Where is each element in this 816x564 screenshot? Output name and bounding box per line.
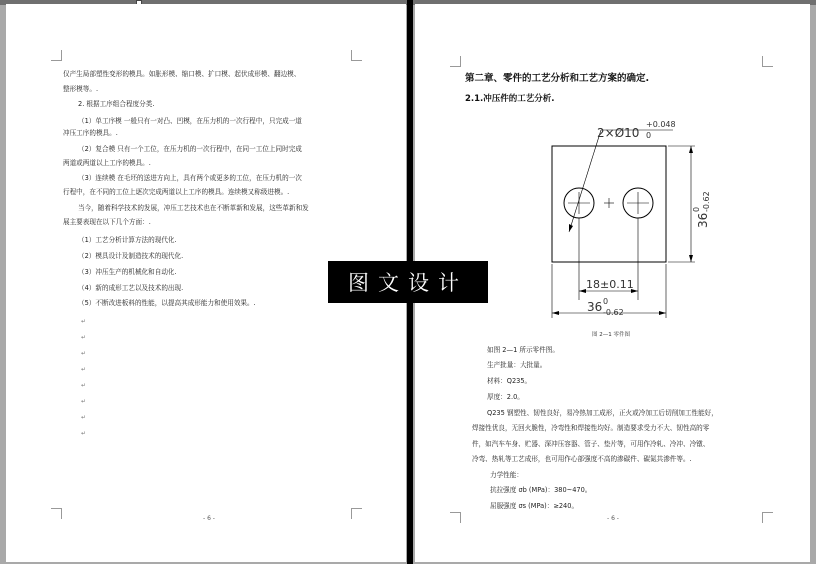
page-number: - 6 -	[607, 515, 619, 522]
figure-caption: 图 2—1 零件图	[592, 332, 630, 338]
margin-corner-bottom-left	[51, 508, 62, 519]
text-line: 屈服强度 σs (MPa)：≥240。	[490, 502, 579, 510]
text-line: 抗拉强度 σb (MPa)：380~470。	[490, 486, 592, 494]
text-line: 2. 根据工序组合程度分类.	[78, 100, 155, 108]
paragraph-mark: ↵	[81, 366, 87, 373]
margin-corner-bottom-right	[351, 508, 362, 519]
section-heading: 2.1.冲压件的工艺分析.	[465, 94, 555, 104]
center-distance-dimension: 18±0.11	[586, 278, 634, 291]
text-line: （2）模具设计及制造技术的现代化.	[78, 252, 184, 260]
height-tolerance-lower: -0.62	[702, 191, 711, 212]
chapter-heading: 第二章、零件的工艺分析和工艺方案的确定.	[465, 73, 650, 84]
text-line: （3）连续模 在毛坯的送进方向上，具有两个或更多的工位，在压力机的一次	[78, 174, 302, 182]
paragraph-mark: ↵	[81, 350, 87, 357]
text-line: （2）复合模 只有一个工位，在压力机的一次行程中，在同一工位上同时完成	[78, 145, 302, 153]
text-line: Q235 钢塑性、韧性良好，易冷热加工成形，正火或冷加工后切削加工性能好，	[487, 409, 718, 417]
margin-corner-bottom-right	[762, 512, 773, 523]
paragraph-mark: ↵	[81, 318, 87, 325]
paragraph-mark: ↵	[81, 334, 87, 341]
text-line: （1）单工序模 一般只有一对凸、凹模，在压力机的一次行程中，只完成一道	[78, 117, 302, 125]
text-line: （4）新的成形工艺以及技术的出现.	[78, 284, 184, 292]
hole-callout: 2×Ø10	[597, 126, 640, 140]
text-line: 生产批量：大批量。	[487, 361, 547, 369]
text-line: 两道或两道以上工序的模具。.	[63, 159, 151, 167]
text-line: 厚度：2.0。	[487, 393, 524, 401]
text-line: （1）工艺分析计算方法的现代化.	[78, 236, 177, 244]
height-dimension: 36	[696, 212, 710, 228]
margin-corner-bottom-left	[450, 512, 461, 523]
margin-corner-top-right	[762, 56, 773, 67]
text-line: 如图 2—1 所示零件图。	[487, 346, 559, 354]
text-line: 冷弯、热轧等工艺成形，也可用作心部强度不高的渗碳件、碳氮共渗件等。.	[472, 455, 692, 463]
text-line: 材料：Q235。	[487, 377, 532, 385]
page-number: - 6 -	[203, 515, 215, 522]
paragraph-mark: ↵	[81, 430, 87, 437]
text-line: 件，如汽车车身、贮器、深冲压容器、管子、垫片等，可用作冷轧、冷冲、冷镦、	[472, 440, 710, 448]
paragraph-mark: ↵	[81, 382, 87, 389]
text-line: （5）不断改进板料的性能，以提高其成形能力和使用效果。.	[78, 299, 256, 307]
text-line: 当今，随着科学技术的发展，冲压工艺技术也在不断革新和发展，这些革新和发	[78, 204, 309, 212]
width-tolerance-lower: -0.62	[603, 308, 624, 317]
width-tolerance-upper: 0	[603, 297, 609, 306]
text-line: 展主要表现在以下几个方面：.	[63, 218, 151, 226]
margin-corner-top-left	[51, 50, 62, 61]
text-line: 整形模等。.	[63, 85, 99, 93]
text-line: 冲压工序的模具。.	[63, 129, 118, 137]
margin-corner-top-left	[450, 56, 461, 67]
watermark-banner: 图文设计	[328, 261, 488, 303]
margin-corner-top-right	[351, 50, 362, 61]
text-line: 仅产生局部塑性变形的模具。如胀形模、缩口模、扩口模、起伏成形模、翻边模、	[63, 70, 301, 78]
paragraph-mark: ↵	[81, 414, 87, 421]
text-line: （3）冲压生产的机械化和自动化.	[78, 268, 177, 276]
paragraph-mark: ↵	[81, 398, 87, 405]
width-dimension: 36	[587, 300, 603, 314]
hole-tolerance-upper: +0.048	[646, 120, 676, 129]
text-line: 焊接性优良，无回火脆性，冷弯性和焊接性均好。制造要求受力不大、韧性高的零	[472, 424, 710, 432]
part-drawing	[535, 110, 735, 326]
text-line: 力学性能：	[490, 471, 523, 479]
height-tolerance-upper: 0	[692, 206, 701, 212]
text-line: 行程中，在不同的工位上逐次完成两道以上工序的模具。连续模又称级进模。.	[63, 188, 290, 196]
hole-tolerance-lower: 0	[646, 131, 652, 140]
